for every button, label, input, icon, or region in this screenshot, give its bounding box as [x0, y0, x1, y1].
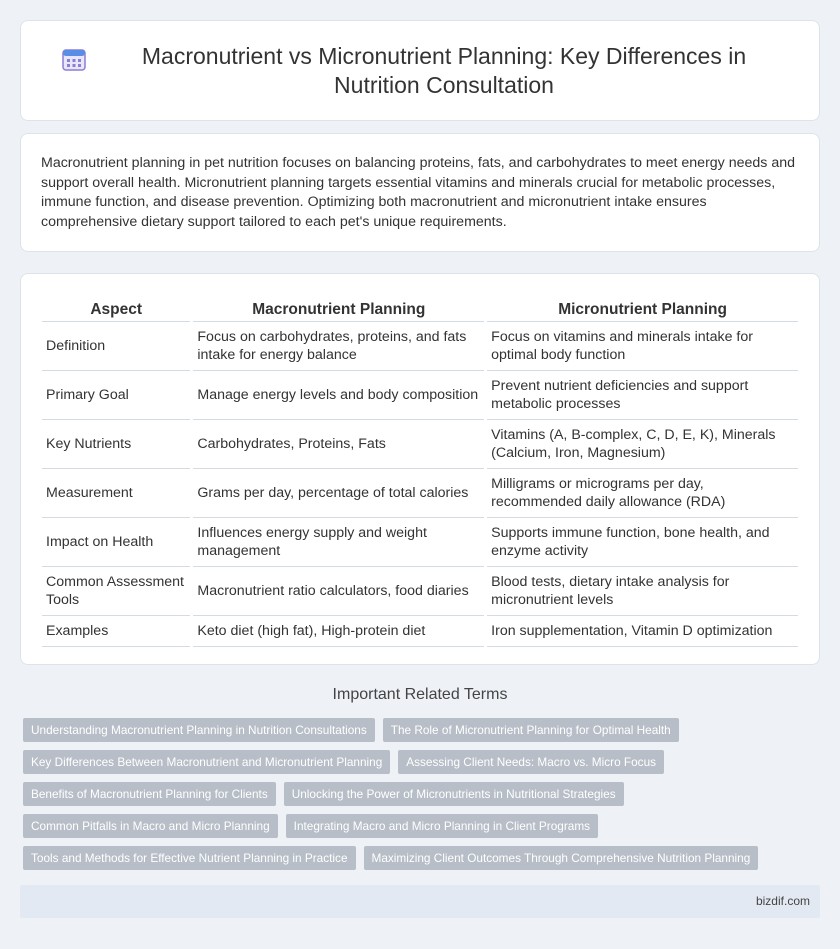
row-aspect: Key Nutrients — [42, 420, 190, 469]
row-micro: Focus on vitamins and minerals intake for optimal body function — [487, 322, 798, 371]
table-row — [42, 567, 798, 616]
row-macro: Manage energy levels and body composition — [193, 371, 484, 420]
table-row — [42, 322, 798, 371]
related-term-tag[interactable]: Understanding Macronutrient Planning in Nutrition Consultations — [23, 718, 375, 742]
row-micro: Milligrams or micrograms per day, recommended daily allowance (RDA) — [487, 469, 798, 518]
tag-row — [23, 846, 813, 870]
row-micro: Blood tests, dietary intake analysis for micronutrient levels — [487, 567, 798, 616]
row-aspect: Measurement — [42, 469, 190, 518]
header-aspect: Aspect — [42, 294, 190, 322]
tag-row — [23, 750, 813, 774]
related-term-tag[interactable]: Tools and Methods for Effective Nutrient Planning in Practice — [23, 846, 356, 870]
intro-card — [20, 133, 820, 252]
related-term-tag[interactable]: Common Pitfalls in Macro and Micro Planning — [23, 814, 278, 838]
comparison-card — [20, 273, 820, 665]
row-aspect: Definition — [42, 322, 190, 371]
table-header-row — [42, 294, 798, 322]
row-aspect: Impact on Health — [42, 518, 190, 567]
tag-row — [23, 782, 813, 806]
related-term-tag[interactable]: Maximizing Client Outcomes Through Comprehensive Nutrition Planning — [364, 846, 759, 870]
footer-site-link[interactable]: bizdif.com — [755, 894, 810, 908]
related-terms-heading: Important Related Terms — [332, 686, 508, 703]
calendar-icon — [61, 46, 87, 72]
related-term-tag[interactable]: Benefits of Macronutrient Planning for Clients — [23, 782, 276, 806]
row-aspect: Primary Goal — [42, 371, 190, 420]
intro-paragraph: Macronutrient planning in pet nutrition focuses on balancing proteins, fats, and carbohydrates to meet energy needs and support overall health. Micronutrient planning targets essential vitamins and minerals crucial for metabolic processes, immune function, and disease prevention. Optimizing both macronutrient and micronutrient intake ensures comprehensive dietary support tailored to each pet's unique requirements. — [41, 155, 795, 230]
row-macro: Influences energy supply and weight management — [193, 518, 484, 567]
row-micro: Vitamins (A, B-complex, C, D, E, K), Minerals (Calcium, Iron, Magnesium) — [487, 420, 798, 469]
row-macro: Macronutrient ratio calculators, food diaries — [193, 567, 484, 616]
related-term-tag[interactable]: Integrating Macro and Micro Planning in Client Programs — [286, 814, 598, 838]
related-terms-list — [23, 718, 813, 878]
related-term-tag[interactable]: Assessing Client Needs: Macro vs. Micro Focus — [398, 750, 664, 774]
header-micronutrient: Micronutrient Planning — [487, 294, 798, 322]
table-row — [42, 420, 798, 469]
row-aspect: Common Assessment Tools — [42, 567, 190, 616]
table-row — [42, 616, 798, 647]
footer — [20, 885, 820, 918]
table-row — [42, 469, 798, 518]
related-term-tag[interactable]: Key Differences Between Macronutrient and Micronutrient Planning — [23, 750, 390, 774]
row-aspect: Examples — [42, 616, 190, 647]
row-macro: Focus on carbohydrates, proteins, and fats intake for energy balance — [193, 322, 484, 371]
related-term-tag[interactable]: The Role of Micronutrient Planning for Optimal Health — [383, 718, 679, 742]
row-micro: Supports immune function, bone health, and enzyme activity — [487, 518, 798, 567]
row-macro: Grams per day, percentage of total calories — [193, 469, 484, 518]
row-micro: Prevent nutrient deficiencies and support metabolic processes — [487, 371, 798, 420]
related-term-tag[interactable]: Unlocking the Power of Micronutrients in Nutritional Strategies — [284, 782, 624, 806]
tag-row — [23, 814, 813, 838]
header-macronutrient: Macronutrient Planning — [193, 294, 484, 322]
table-row — [42, 371, 798, 420]
title-card — [20, 20, 820, 121]
tag-row — [23, 718, 813, 742]
row-macro: Carbohydrates, Proteins, Fats — [193, 420, 484, 469]
row-macro: Keto diet (high fat), High-protein diet — [193, 616, 484, 647]
comparison-table — [39, 294, 801, 647]
table-row — [42, 518, 798, 567]
row-micro: Iron supplementation, Vitamin D optimization — [487, 616, 798, 647]
page-title: Macronutrient vs Micronutrient Planning: Key Differences in Nutrition Consultation — [141, 42, 747, 98]
